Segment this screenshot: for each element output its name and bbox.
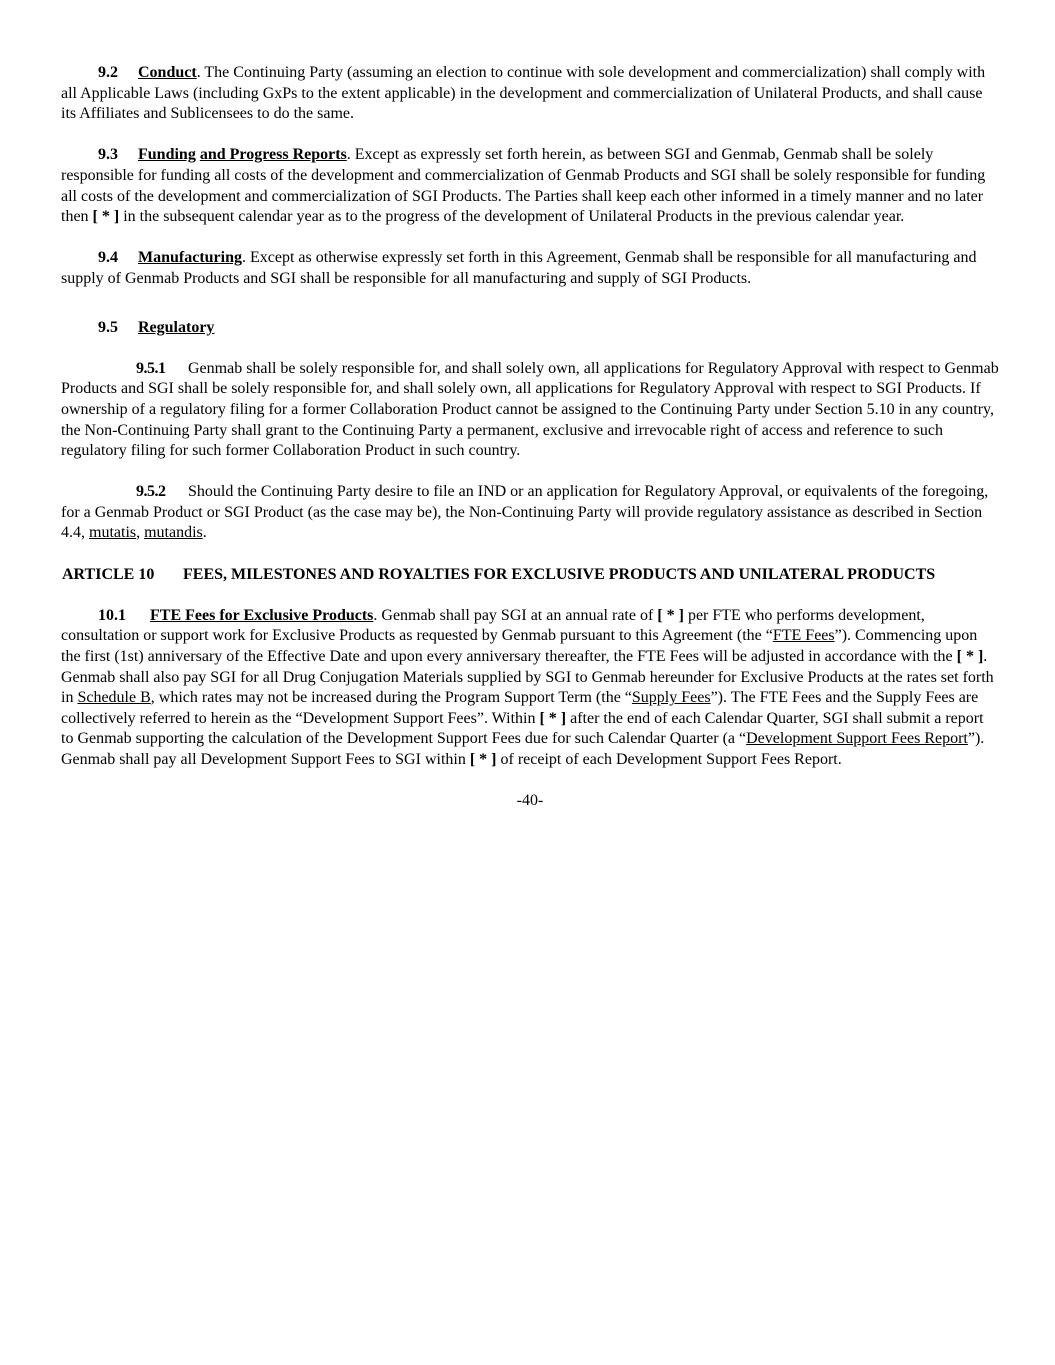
section-title: Regulatory bbox=[138, 318, 215, 336]
section-title-part-a: Funding bbox=[138, 146, 196, 164]
redaction-marker: [ * ] bbox=[657, 606, 684, 624]
section-text: ”). Commencing upon the first (1st) anniversary of the Effective Date and upon every anniversary thereafter, the FTE Fees will be adjusted in accordance with the bbox=[61, 627, 978, 666]
latin-term-mutatis: mutatis bbox=[89, 524, 137, 542]
period: . bbox=[202, 524, 207, 542]
subsection-number: 9.5.2 bbox=[136, 483, 166, 501]
redaction-marker: [ * ] bbox=[539, 709, 567, 727]
subsection-text: Should the Continuing Party desire to file an IND or an application for Regulatory Approval, or equivalents of the foregoing, for a Genmab Product or SGI Product (as the case may be), the Non-Continuing Party will provide regulatory assistance as described in Section 4.4, bbox=[61, 483, 989, 542]
redaction-marker: [ * ] bbox=[469, 751, 497, 768]
section-text: after the end of each Calendar Quarter, SGI shall submit a report to Genmab supporting the calculation of the Development Support Fees due for such Calendar Quarter (a “ bbox=[61, 709, 984, 748]
section-9-3 bbox=[61, 145, 999, 227]
section-title: Manufacturing bbox=[138, 249, 242, 267]
section-9-5-1 bbox=[61, 359, 999, 462]
section-title: Conduct bbox=[138, 64, 197, 81]
section-9-2 bbox=[61, 63, 999, 125]
section-text: . Except as expressly set forth herein, as between SGI and Genmab, Genmab shall be solely responsible for funding all costs of the development and commercialization of Genmab Products and SGI shall be solely responsible for funding all costs of the development and commercialization of SGI Products. The Parties shall keep each other informed in a timely manner and no later then bbox=[61, 146, 986, 226]
section-number: 10.1 bbox=[98, 606, 126, 624]
section-title: FTE Fees for Exclusive Products bbox=[150, 606, 374, 624]
section-text-continued: in the subsequent calendar year as to the progress of the development of Unilateral Products in the previous calendar year. bbox=[119, 208, 905, 226]
defined-term-supply-fees: Supply Fees bbox=[631, 689, 711, 707]
section-number: 9.2 bbox=[98, 64, 118, 81]
article-10-heading bbox=[62, 565, 999, 586]
subsection-text: Genmab shall be solely responsible for, and shall solely own, all applications for Regulatory Approval with respect to Genmab Products and SGI shall be solely responsible for, and shall solely own, all applications for Regulatory Approval with respect to SGI Products. If ownership of a regulatory filing for a former Collaboration Product cannot be assigned to the Continuing Party under Section 5.10 in any country, the Non-Continuing Party shall grant to the Continuing Party a permanent, exclusive and irrevocable right of access and reference to such regulatory filing for such former Collaboration Product in such country. bbox=[61, 359, 999, 460]
redaction-marker: [ * ] bbox=[956, 648, 984, 666]
article-title: FEES, MILESTONES AND ROYALTIES FOR EXCLUSIVE PRODUCTS AND UNILATERAL PRODUCTS bbox=[183, 565, 936, 583]
section-text: . Except as otherwise expressly set forth in this Agreement, Genmab shall be responsible for all manufacturing and supply of Genmab Products and SGI shall be responsible for all manufacturing and supply of SGI Products. bbox=[61, 249, 977, 287]
section-number: 9.5 bbox=[98, 318, 118, 336]
section-text: of receipt of each Development Support Fees Report. bbox=[496, 751, 842, 768]
section-number: 9.3 bbox=[98, 146, 118, 164]
section-title-part-b: and Progress Reports bbox=[199, 146, 347, 164]
latin-term-mutandis: mutandis bbox=[144, 524, 203, 542]
section-9-4 bbox=[61, 248, 999, 289]
section-text: . The Continuing Party (assuming an election to continue with sole development and commercialization) shall comply with all Applicable Laws (including GxPs to the extent applicable) in the development and commercialization of Unilateral Products, and shall cause its Affiliates and Sublicensees to do the same. bbox=[61, 64, 986, 123]
section-text: . Genmab shall also pay SGI for all Drug Conjugation Materials supplied by SGI to Genmab hereunder for Exclusive Products at the rates set forth in bbox=[61, 648, 994, 707]
section-text: , which rates may not be increased during the Program Support Term (the “ bbox=[150, 689, 632, 707]
section-9-5-2 bbox=[61, 482, 999, 544]
article-number: ARTICLE 10 bbox=[62, 565, 155, 583]
redaction-marker: [ * ] bbox=[92, 208, 120, 226]
section-9-5-heading bbox=[61, 318, 999, 339]
subsection-number: 9.5.1 bbox=[136, 359, 166, 377]
schedule-b-reference: Schedule B bbox=[77, 689, 151, 707]
section-text: . Genmab shall pay SGI at an annual rate of bbox=[373, 606, 658, 624]
defined-term-development-support-fees-report: Development Support Fees Report bbox=[746, 730, 968, 748]
section-text: per FTE who performs development, consultation or support work for Exclusive Products as requested by Genmab pursuant to this Agreement (the “ bbox=[61, 606, 925, 645]
separator: , bbox=[136, 524, 145, 542]
defined-term-fte-fees: FTE Fees bbox=[772, 627, 835, 645]
section-text: ”). The FTE Fees and the Supply Fees are collectively referred to herein as the “Development Support Fees”. Within bbox=[61, 689, 979, 727]
section-10-1 bbox=[61, 606, 999, 771]
page-number: -40- bbox=[516, 792, 544, 810]
section-text: ”). Genmab shall pay all Development Support Fees to SGI within bbox=[61, 730, 985, 768]
section-number: 9.4 bbox=[98, 249, 118, 267]
